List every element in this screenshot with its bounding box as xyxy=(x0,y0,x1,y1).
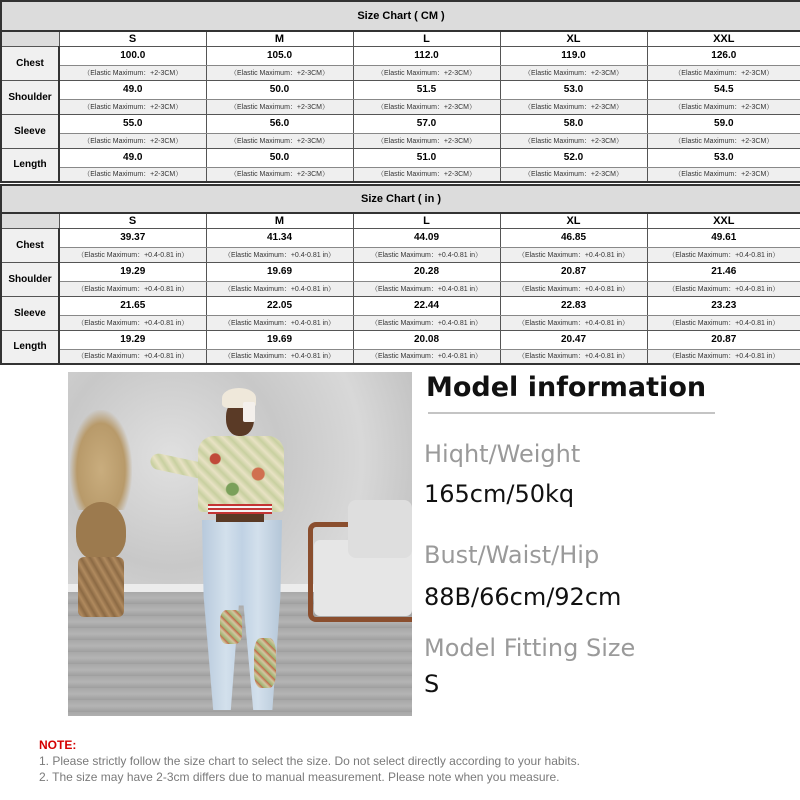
measurement-value: 21.65 xyxy=(59,296,206,315)
measurement-value: 49.61 xyxy=(647,228,800,247)
elastic-note: （Elastic Maximum：+2-3CM） xyxy=(59,65,206,80)
elastic-note: （Elastic Maximum：+0.4-0.81 in） xyxy=(500,315,647,330)
elastic-note: （Elastic Maximum：+0.4-0.81 in） xyxy=(59,281,206,296)
elastic-note: （Elastic Maximum：+2-3CM） xyxy=(206,99,353,114)
row-label-sleeve: Sleeve xyxy=(1,114,59,148)
jacket-striped-hem xyxy=(208,504,272,514)
measurement-value: 20.87 xyxy=(647,330,800,349)
jeans-floral-patch xyxy=(254,638,276,688)
elastic-note: （Elastic Maximum：+0.4-0.81 in） xyxy=(647,315,800,330)
row-label-shoulder: Shoulder xyxy=(1,80,59,114)
size-chart-in xyxy=(0,184,800,365)
elastic-note: （Elastic Maximum：+2-3CM） xyxy=(353,133,500,148)
measurement-value: 21.46 xyxy=(647,262,800,281)
size-header-s: S xyxy=(59,213,206,228)
measurement-value: 20.87 xyxy=(500,262,647,281)
size-header-m: M xyxy=(206,31,353,46)
size-header-l: L xyxy=(353,31,500,46)
elastic-note: （Elastic Maximum：+0.4-0.81 in） xyxy=(206,315,353,330)
bust-waist-hip-label: Bust/Waist/Hip xyxy=(424,541,600,569)
sofa-cushion xyxy=(348,500,412,558)
height-weight-label: Hiqht/Weight xyxy=(424,440,581,468)
size-header-s: S xyxy=(59,31,206,46)
fitting-size-value: S xyxy=(424,670,440,698)
elastic-note: （Elastic Maximum：+2-3CM） xyxy=(353,167,500,182)
note-line: 1. Please strictly follow the size chart to select the size. Do not select directly according to your habits. xyxy=(39,754,580,768)
jeans-floral-patch xyxy=(220,610,242,644)
height-weight-value: 165cm/50kq xyxy=(424,480,575,508)
size-chart-cm-title: Size Chart ( CM ) xyxy=(1,1,800,31)
measurement-value: 105.0 xyxy=(206,46,353,65)
measurement-value: 19.69 xyxy=(206,262,353,281)
elastic-note: （Elastic Maximum：+0.4-0.81 in） xyxy=(353,315,500,330)
elastic-note: （Elastic Maximum：+0.4-0.81 in） xyxy=(353,247,500,262)
size-chart-cm xyxy=(0,0,800,183)
elastic-note: （Elastic Maximum：+2-3CM） xyxy=(59,133,206,148)
header-blank xyxy=(1,213,59,228)
measurement-value: 19.29 xyxy=(59,330,206,349)
elastic-note: （Elastic Maximum：+0.4-0.81 in） xyxy=(647,281,800,296)
model-info-title: Model information xyxy=(426,372,707,403)
woven-stool xyxy=(78,557,124,617)
size-header-xl: XL xyxy=(500,213,647,228)
elastic-note: （Elastic Maximum：+2-3CM） xyxy=(353,65,500,80)
elastic-note: （Elastic Maximum：+2-3CM） xyxy=(647,65,800,80)
elastic-note: （Elastic Maximum：+0.4-0.81 in） xyxy=(206,247,353,262)
measurement-value: 23.23 xyxy=(647,296,800,315)
measurement-value: 126.0 xyxy=(647,46,800,65)
size-header-xxl: XXL xyxy=(647,31,800,46)
model-figure xyxy=(188,380,298,716)
elastic-note: （Elastic Maximum：+0.4-0.81 in） xyxy=(500,349,647,364)
model-jacket xyxy=(198,436,284,512)
measurement-value: 46.85 xyxy=(500,228,647,247)
elastic-note: （Elastic Maximum：+0.4-0.81 in） xyxy=(59,247,206,262)
row-label-shoulder: Shoulder xyxy=(1,262,59,296)
header-blank xyxy=(1,31,59,46)
model-photo xyxy=(68,372,412,716)
measurement-value: 52.0 xyxy=(500,148,647,167)
elastic-note: （Elastic Maximum：+0.4-0.81 in） xyxy=(206,349,353,364)
sizing-note xyxy=(39,737,779,785)
measurement-value: 56.0 xyxy=(206,114,353,133)
phone xyxy=(243,402,255,422)
row-label-length: Length xyxy=(1,148,59,182)
measurement-value: 59.0 xyxy=(647,114,800,133)
measurement-value: 50.0 xyxy=(206,148,353,167)
measurement-value: 50.0 xyxy=(206,80,353,99)
elastic-note: （Elastic Maximum：+0.4-0.81 in） xyxy=(59,315,206,330)
measurement-value: 39.37 xyxy=(59,228,206,247)
row-label-chest: Chest xyxy=(1,46,59,80)
elastic-note: （Elastic Maximum：+2-3CM） xyxy=(500,99,647,114)
elastic-note: （Elastic Maximum：+2-3CM） xyxy=(500,167,647,182)
measurement-value: 112.0 xyxy=(353,46,500,65)
elastic-note: （Elastic Maximum：+2-3CM） xyxy=(59,99,206,114)
measurement-value: 20.08 xyxy=(353,330,500,349)
note-line: 2. The size may have 2-3cm differs due to manual measurement. Please note when you measure. xyxy=(39,770,560,784)
measurement-value: 53.0 xyxy=(647,148,800,167)
size-header-xl: XL xyxy=(500,31,647,46)
measurement-value: 57.0 xyxy=(353,114,500,133)
measurement-value: 51.0 xyxy=(353,148,500,167)
bust-waist-hip-value: 88B/66cm/92cm xyxy=(424,583,622,611)
elastic-note: （Elastic Maximum：+2-3CM） xyxy=(206,133,353,148)
elastic-note: （Elastic Maximum：+2-3CM） xyxy=(206,167,353,182)
elastic-note: （Elastic Maximum：+2-3CM） xyxy=(500,65,647,80)
elastic-note: （Elastic Maximum：+0.4-0.81 in） xyxy=(59,349,206,364)
elastic-note: （Elastic Maximum：+0.4-0.81 in） xyxy=(647,349,800,364)
measurement-value: 22.44 xyxy=(353,296,500,315)
elastic-note: （Elastic Maximum：+2-3CM） xyxy=(353,99,500,114)
pampas-grass xyxy=(70,410,132,510)
elastic-note: （Elastic Maximum：+2-3CM） xyxy=(647,133,800,148)
size-header-l: L xyxy=(353,213,500,228)
measurement-value: 54.5 xyxy=(647,80,800,99)
measurement-value: 41.34 xyxy=(206,228,353,247)
measurement-value: 19.69 xyxy=(206,330,353,349)
row-label-sleeve: Sleeve xyxy=(1,296,59,330)
elastic-note: （Elastic Maximum：+0.4-0.81 in） xyxy=(353,349,500,364)
elastic-note: （Elastic Maximum：+2-3CM） xyxy=(206,65,353,80)
measurement-value: 49.0 xyxy=(59,80,206,99)
measurement-value: 58.0 xyxy=(500,114,647,133)
elastic-note: （Elastic Maximum：+0.4-0.81 in） xyxy=(500,281,647,296)
measurement-value: 22.83 xyxy=(500,296,647,315)
measurement-value: 55.0 xyxy=(59,114,206,133)
size-header-m: M xyxy=(206,213,353,228)
elastic-note: （Elastic Maximum：+2-3CM） xyxy=(647,167,800,182)
size-header-xxl: XXL xyxy=(647,213,800,228)
row-label-length: Length xyxy=(1,330,59,364)
measurement-value: 51.5 xyxy=(353,80,500,99)
measurement-value: 20.47 xyxy=(500,330,647,349)
elastic-note: （Elastic Maximum：+0.4-0.81 in） xyxy=(647,247,800,262)
measurement-value: 44.09 xyxy=(353,228,500,247)
measurement-value: 119.0 xyxy=(500,46,647,65)
measurement-value: 100.0 xyxy=(59,46,206,65)
measurement-value: 53.0 xyxy=(500,80,647,99)
measurement-value: 22.05 xyxy=(206,296,353,315)
elastic-note: （Elastic Maximum：+2-3CM） xyxy=(59,167,206,182)
woven-vase xyxy=(76,502,126,560)
measurement-value: 20.28 xyxy=(353,262,500,281)
size-chart-in-title: Size Chart ( in ) xyxy=(1,185,800,213)
model-info-divider xyxy=(428,412,715,414)
fitting-size-label: Model Fitting Size xyxy=(424,634,636,662)
measurement-value: 49.0 xyxy=(59,148,206,167)
elastic-note: （Elastic Maximum：+2-3CM） xyxy=(500,133,647,148)
row-label-chest: Chest xyxy=(1,228,59,262)
elastic-note: （Elastic Maximum：+0.4-0.81 in） xyxy=(353,281,500,296)
elastic-note: （Elastic Maximum：+2-3CM） xyxy=(647,99,800,114)
measurement-value: 19.29 xyxy=(59,262,206,281)
elastic-note: （Elastic Maximum：+0.4-0.81 in） xyxy=(206,281,353,296)
elastic-note: （Elastic Maximum：+0.4-0.81 in） xyxy=(500,247,647,262)
note-title: NOTE: xyxy=(39,738,77,752)
